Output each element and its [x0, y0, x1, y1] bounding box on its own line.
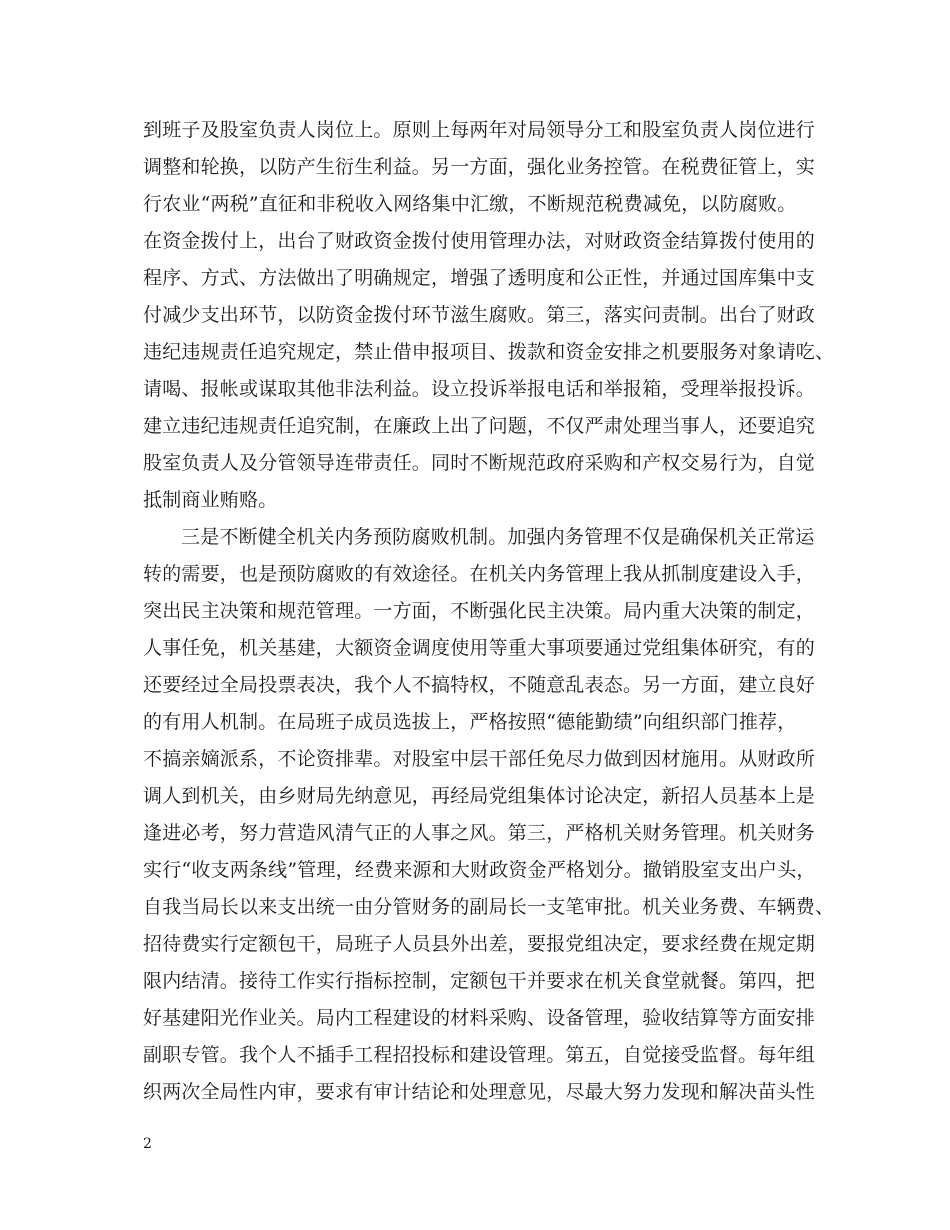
text-line: 付减少支出环节，以防资金拨付环节滋生腐败。第三，落实问责制。出台了财政: [143, 304, 816, 326]
text-line: 限内结清。接待工作实行指标控制，定额包干并要求在机关食堂就餐。第四，把: [143, 970, 816, 992]
paragraph-start-line: 三是不断健全机关内务预防腐败机制。加强内务管理不仅是确保机关正常运: [181, 526, 815, 548]
text-line: 的有用人机制。在局班子成员选拔上，严格按照“德能勤绩”向组织部门推荐，: [143, 711, 797, 733]
text-line: 到班子及股室负责人岗位上。原则上每两年对局领导分工和股室负责人岗位进行: [143, 119, 816, 141]
text-line: 建立违纪违规责任追究制，在廉政上出了问题，不仅严肃处理当事人，还要追究: [143, 415, 816, 437]
body-text: [143, 112, 843, 1111]
text-line: 副职专管。我个人不插手工程招投标和建设管理。第五，自觉接受监督。每年组: [143, 1044, 816, 1066]
text-line: 好基建阳光作业关。局内工程建设的材料采购、设备管理，验收结算等方面安排: [143, 1007, 816, 1029]
text-line: 股室负责人及分管领导连带责任。同时不断规范政府采购和产权交易行为，自觉: [143, 452, 816, 474]
text-line: 逢进必考，努力营造风清气正的人事之风。第三，严格机关财务管理。机关财务: [143, 822, 816, 844]
text-line: 转的需要，也是预防腐败的有效途径。在机关内务管理上我从抓制度建设入手，: [143, 563, 816, 585]
text-line: 还要经过全局投票表决，我个人不搞特权，不随意乱表态。另一方面，建立良好: [143, 674, 816, 696]
text-line: 人事任免，机关基建，大额资金调度使用等重大事项要通过党组集体研究，有的: [143, 637, 816, 659]
text-line: 调人到机关，由乡财局先纳意见，再经局党组集体讨论决定，新招人员基本上是: [143, 785, 816, 807]
text-line: 织两次全局性内审，要求有审计结论和处理意见，尽最大努力发现和解决苗头性: [143, 1081, 816, 1103]
text-line: 行农业“两税”直征和非税收入网络集中汇缴，不断规范税费减免，以防腐败。: [143, 193, 797, 215]
text-line: 不搞亲嫡派系，不论资排辈。对股室中层干部任免尽力做到因材施用。从财政所: [143, 748, 816, 770]
text-line: 程序、方式、方法做出了明确规定，增强了透明度和公正性，并通过国库集中支: [143, 267, 816, 289]
text-line: 请喝、报帐或谋取其他非法利益。设立投诉举报电话和举报箱，受理举报投诉。: [143, 378, 816, 400]
text-line: 招待费实行定额包干，局班子人员县外出差，要报党组决定，要求经费在规定期: [143, 933, 816, 955]
text-line: 实行“收支两条线”管理，经费来源和大财政资金严格划分。撤销股室支出户头，: [143, 859, 816, 881]
text-line: 调整和轮换，以防产生衍生利益。另一方面，强化业务控管。在税费征管上，实: [143, 156, 816, 178]
text-line: 突出民主决策和规范管理。一方面，不断强化民主决策。局内重大决策的制定，: [143, 600, 816, 622]
text-line: 抵制商业贿赂。: [143, 489, 278, 511]
page-number: 2: [143, 1136, 152, 1152]
text-line: 自我当局长以来支出统一由分管财务的副局长一支笔审批。机关业务费、车辆费、: [143, 896, 835, 918]
text-line: 违纪违规责任追究规定，禁止借申报项目、拨款和资金安排之机要服务对象请吃、: [143, 341, 835, 363]
text-line: 在资金拨付上，出台了财政资金拨付使用管理办法，对财政资金结算拨付使用的: [143, 230, 816, 252]
